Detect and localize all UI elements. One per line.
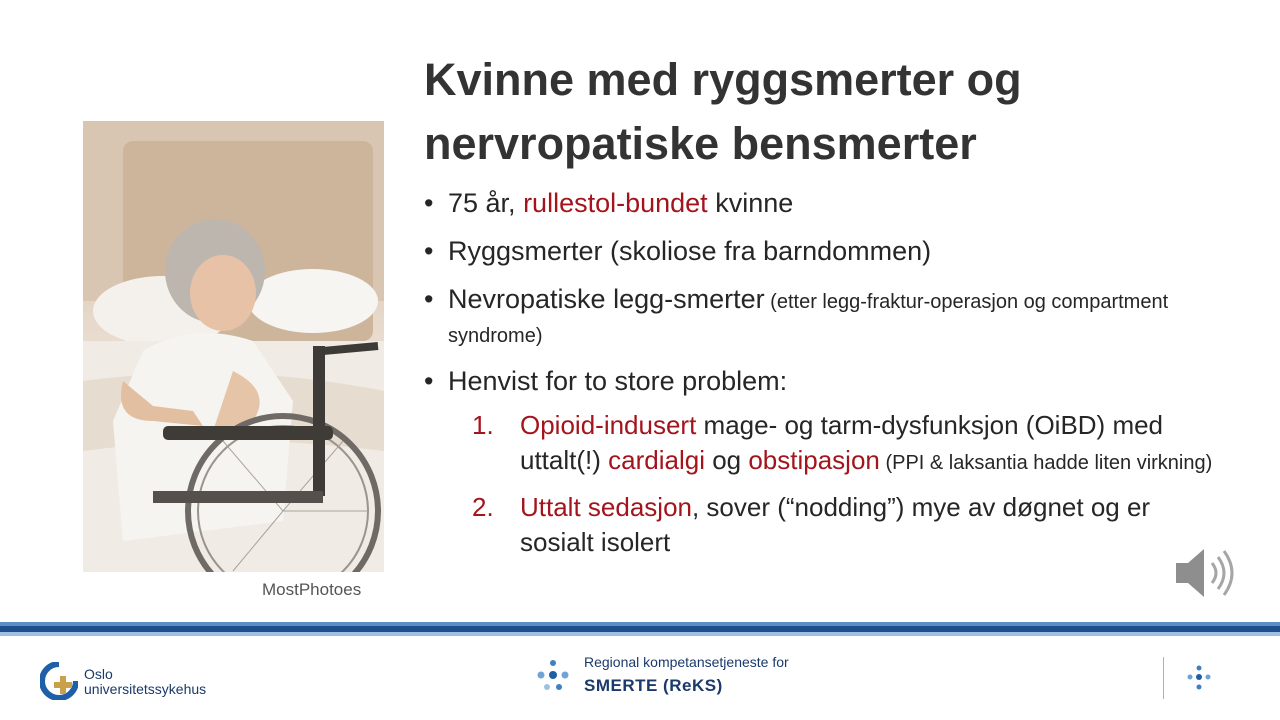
bullet-highlight: rullestol-bundet [523,188,708,218]
bullet-note: (etter legg-fraktur-operasjon og compartment syndrome) [448,291,1169,347]
item-note: (PPI & laksantia hadde liten virkning) [879,452,1213,474]
ous-logo-icon [40,662,78,700]
reks-subtitle: Regional kompetansetjeneste for [584,654,789,670]
reks-small-dots-icon [1184,664,1214,694]
bullet-text: 75 år, [448,188,524,218]
woman-in-wheelchair-photo [83,121,384,572]
item-highlight: Opioid-indusert [520,410,697,440]
numbered-item [472,490,1224,560]
bullet-item [424,234,1224,268]
bullet-item [424,186,1224,220]
item-text: og [704,445,749,475]
numbered-list [472,408,1224,560]
photo-credit: MostPhotoes [262,580,362,599]
ous-name [84,667,206,697]
ous-name-line1: Oslo [84,666,113,682]
bullet-text: Ryggsmerter (skoliose fra barndommen) [448,236,932,266]
reks-title: SMERTE (ReKS) [584,676,723,695]
bullet-text: Nevropatiske legg-smerter [448,284,765,314]
item-highlight: Uttalt sedasjon [520,492,692,522]
slide-title: Kvinne med ryggsmerter og nervropatiske bensmerter [424,54,1022,169]
bullet-item [424,364,1224,398]
item-number: 2. [472,492,494,522]
reks-dots-icon [533,657,573,697]
item-highlight: cardialgi [608,445,705,475]
speaker-icon[interactable] [1172,541,1240,605]
numbered-item [472,408,1224,478]
footer-divider [1163,657,1164,699]
ous-name-line2: universitetssykehus [84,681,207,697]
item-text: , sover (“nodding”) mye av døgnet og er sosialt isolert [520,492,1151,557]
slide-content [424,186,1224,572]
item-text: mage- og tarm-dysfunksjon (OiBD) med uttalt(!) [520,410,1164,475]
item-highlight: obstipasjon [748,445,880,475]
bullet-item [424,282,1224,350]
bullet-text: kvinne [707,188,794,218]
bullet-text: Henvist for to store problem: [448,366,788,396]
item-number: 1. [472,410,494,440]
